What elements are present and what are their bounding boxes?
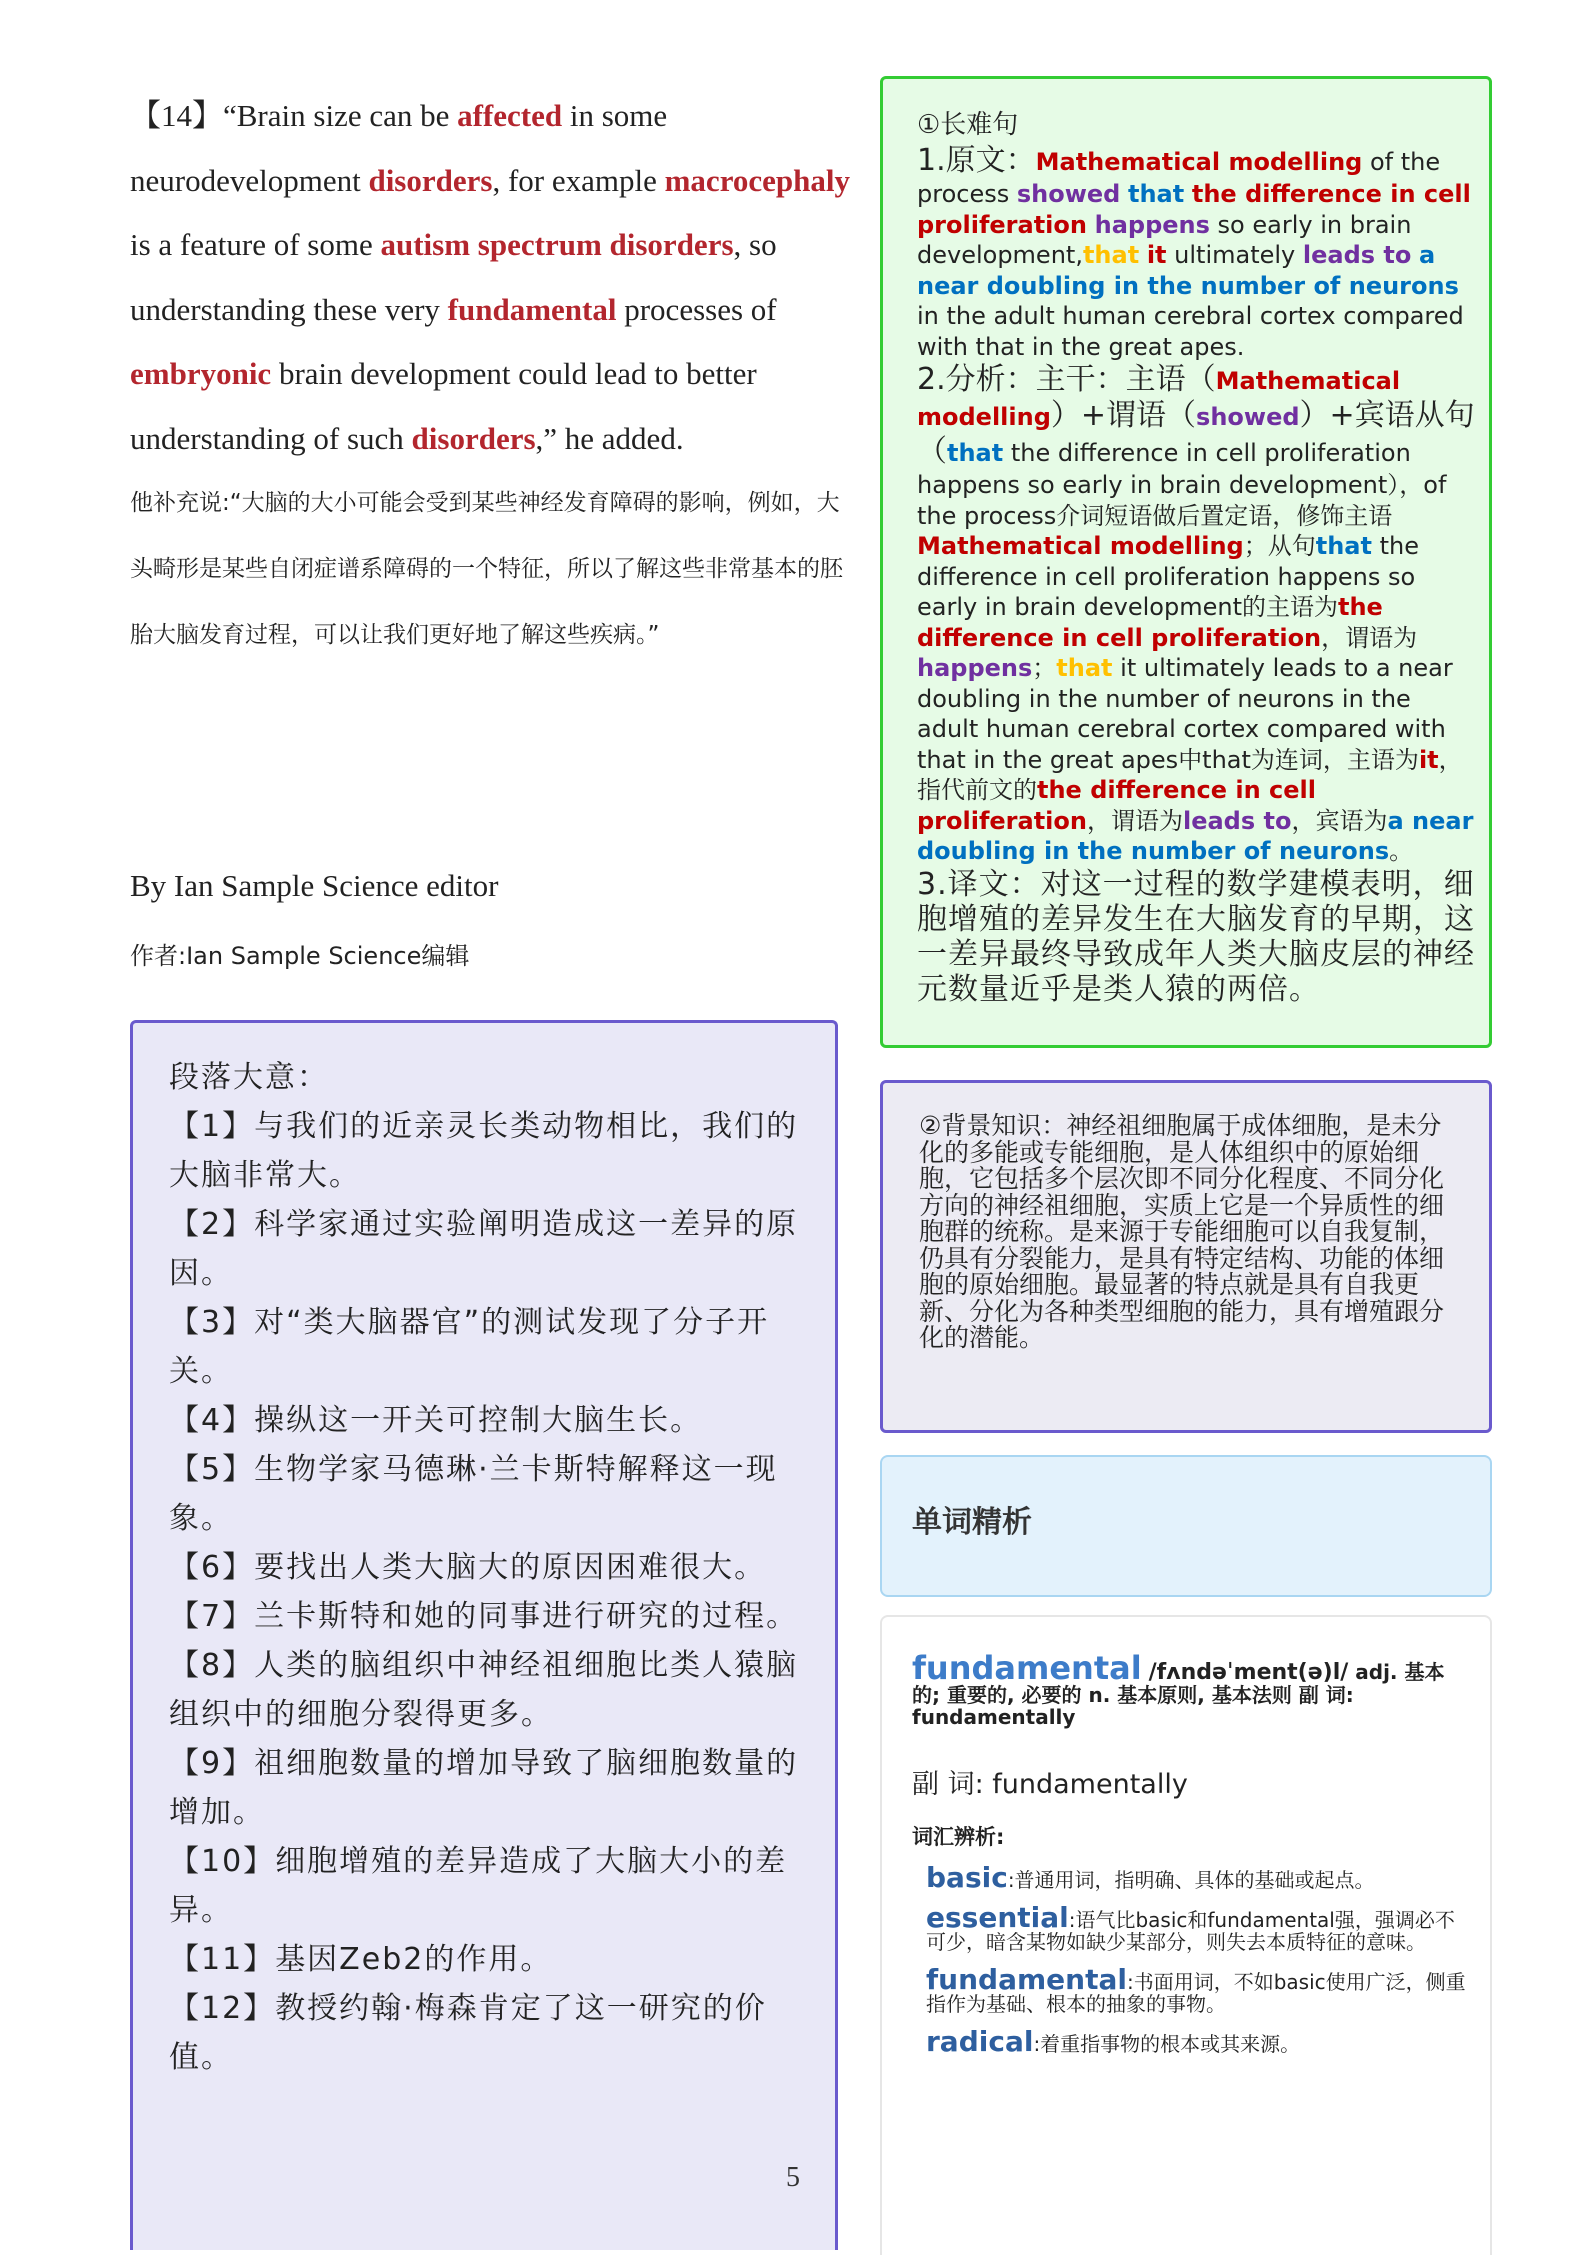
summary-item	[169, 1592, 809, 1641]
background-knowledge-box	[880, 1080, 1492, 1433]
analysis-segment: it	[1418, 745, 1439, 774]
summary-item-number: 【3】	[169, 1305, 255, 1340]
analysis-segment: the difference in cell proliferation	[917, 776, 1316, 835]
summary-item-number: 【11】	[169, 1942, 276, 1977]
para14-segment: macrocephaly	[664, 162, 851, 198]
long-sentence-box	[880, 76, 1492, 1048]
analysis-segment: the difference in cell proliferation	[917, 593, 1383, 652]
analysis-segment: that	[947, 439, 1004, 467]
original-segment: the difference in cell proliferation	[917, 180, 1471, 239]
original-segment: a near doubling in the number of neurons	[917, 241, 1459, 300]
original-segment: happens	[1094, 210, 1210, 239]
analysis-segment: Mathematical modelling	[917, 532, 1244, 560]
analysis-segment: ；从句	[1243, 532, 1316, 560]
summary-item-text: 操纵这一开关可控制大脑生长。	[254, 1403, 703, 1438]
summary-item-text: 科学家通过实验阐明造成这一差异的原因。	[169, 1207, 799, 1291]
original-segment: 1.原文：	[917, 143, 1036, 178]
vocab-content	[912, 1649, 1472, 2058]
synonym-description: :语气比basic和fundamental强，强调必不可少，暗含某物如缺少某部分，则失去本质特征的意味。	[926, 1908, 1455, 1954]
summary-item-number: 【7】	[169, 1599, 255, 1634]
synonym-description: :普通用词，指明确、具体的基础或起点。	[1007, 1868, 1375, 1892]
analysis-segment: ）+谓语（	[1050, 398, 1197, 433]
summary-item	[169, 1200, 809, 1298]
summary-item-text: 对“类大脑器官”的测试发现了分子开关。	[169, 1305, 770, 1389]
vocab-headword: fundamental	[912, 1649, 1142, 1687]
original-segment: in the adult human cerebral cortex compared with that in the great apes.	[917, 302, 1464, 361]
synonym-row	[926, 1861, 1472, 1894]
synonym-word: radical	[926, 2025, 1034, 2058]
summary-box	[130, 1020, 838, 2250]
summary-list	[169, 1102, 809, 2082]
original-segment	[1120, 180, 1128, 208]
summary-item-text: 人类的脑组织中神经祖细胞比类人猿脑组织中的细胞分裂得更多。	[169, 1648, 799, 1732]
background-knowledge-text: ②背景知识：神经祖细胞属于成体细胞，是未分化的多能或专能细胞，是人体组织中的原始细胞，它包括多个层次即不同分化程度、不同分化方向的神经祖细胞，实质上它是一个异质性的细胞群的统称。是来源于专能细胞可以自我复制，仍具有分裂能力，是具有特定结构、功能的体细胞的原始细胞。最显著的特点就是具有自我更新、分化为各种类型细胞的能力，具有增殖跟分化的潜能。	[919, 1111, 1445, 1352]
para14-segment: , for example	[492, 162, 665, 198]
summary-item-number: 【8】	[169, 1648, 255, 1683]
para14-segment: disorders	[411, 420, 536, 456]
analysis-segment: ，谓语为	[1321, 623, 1418, 652]
original-segment: that	[1082, 241, 1140, 269]
analysis-segment: a near doubling in the number of neurons	[917, 806, 1474, 865]
original-segment	[1184, 180, 1192, 208]
analysis-segment: leads to	[1182, 806, 1292, 835]
long-sentence-content	[917, 107, 1477, 1007]
page-number: 5	[786, 2162, 800, 2193]
summary-item	[169, 1102, 809, 1200]
summary-item-text: 兰卡斯特和她的同事进行研究的过程。	[254, 1599, 799, 1634]
para14-segment: is a feature of some	[130, 227, 381, 262]
synonym-row	[926, 2025, 1472, 2058]
analysis-segment: ，指代前文的	[917, 745, 1463, 804]
long-sentence-heading: ①长难句	[917, 110, 1019, 140]
analysis-segment: that	[1315, 532, 1372, 560]
summary-item-number: 【12】	[169, 1991, 276, 2026]
analysis-segment: ，谓语为	[1086, 806, 1183, 835]
vocab-card	[880, 1615, 1492, 2255]
vocab-adverb: 副 词: fundamentally	[912, 1769, 1188, 1800]
original-segment	[1139, 241, 1147, 269]
summary-item	[169, 1396, 809, 1445]
summary-item-number: 【4】	[169, 1403, 255, 1438]
para14-segment: brain development could lead to better understanding of such	[130, 356, 757, 456]
synonym-word: essential	[926, 1901, 1069, 1934]
original-segment: so early in brain development,	[917, 210, 1412, 269]
para14-segment: 【14】“Brain size can be	[130, 98, 458, 133]
original-segment: ultimately	[1166, 241, 1303, 269]
original-segment: showed	[1016, 180, 1121, 208]
para14-segment: , so understanding these very	[130, 227, 777, 327]
original-segment	[1411, 241, 1419, 269]
synonym-word: basic	[926, 1861, 1008, 1894]
summary-content	[169, 1053, 809, 2082]
synonyms-list	[912, 1861, 1472, 2058]
synonym-description: :书面用词，不如basic使用广泛，侧重指作为基础、根本的抽象的事物。	[926, 1970, 1466, 2016]
summary-item	[169, 1984, 809, 2082]
summary-item-text: 基因Zeb2的作用。	[275, 1942, 553, 1977]
original-segment: it	[1146, 241, 1167, 269]
analysis-segment: ；	[1032, 654, 1057, 682]
summary-item	[169, 1641, 809, 1739]
summary-item-text: 生物学家马德琳·兰卡斯特解释这一现象。	[169, 1452, 778, 1536]
para14-segment: ,” he added.	[535, 420, 684, 456]
original-segment: that	[1128, 180, 1185, 208]
analysis-segment: it ultimately leads to a near doubling in the number of neurons in the adult human cerebral cortex compared with that in the great apes中that为连词，主语为	[917, 654, 1453, 774]
synonym-row	[926, 1963, 1472, 2016]
analysis-segment: that	[1056, 654, 1113, 682]
synonym-row	[926, 1901, 1472, 1954]
original-segment: Mathematical modelling	[1035, 148, 1363, 176]
analysis-segment: the difference in cell proliferation happens so early in brain development），of the process介词短语做后置定语，修饰主语	[917, 439, 1447, 530]
summary-item	[169, 1298, 809, 1396]
original-segment: of the process	[917, 148, 1441, 208]
original-segment	[1087, 211, 1095, 239]
para14-segment: autism spectrum disorders	[380, 227, 734, 262]
summary-title: 段落大意：	[169, 1060, 329, 1095]
analysis-segment: Mathematical modelling	[917, 367, 1401, 431]
vocab-definition: adj. 基本的; 重要的, 必要的 n. 基本原则, 基本法则 副 词: fundamentally	[912, 1660, 1445, 1729]
summary-item-number: 【2】	[169, 1207, 255, 1242]
summary-item-number: 【5】	[169, 1452, 255, 1487]
synonym-description: :着重指事物的根本或其来源。	[1033, 2032, 1301, 2056]
summary-item-number: 【1】	[169, 1109, 255, 1144]
summary-item	[169, 1935, 809, 1984]
vocab-phonetic: /fʌndəˈment(ə)l/	[1148, 1660, 1349, 1685]
analysis-segment: ，宾语为	[1291, 806, 1388, 835]
para14-segment: affected	[457, 98, 563, 133]
synonyms-title: 词汇辨析:	[912, 1825, 1005, 1849]
analysis-segment: 2.分析：主干：主语（	[917, 362, 1216, 397]
para14-segment: disorders	[368, 162, 493, 198]
summary-item-number: 【9】	[169, 1746, 255, 1781]
para14-segment: fundamental	[447, 291, 617, 327]
summary-item-text: 教授约翰·梅森肯定了这一研究的价值。	[169, 1991, 767, 2075]
analysis-segment: 。	[1389, 837, 1414, 865]
summary-item-text: 与我们的近亲灵长类动物相比，我们的大脑非常大。	[169, 1109, 799, 1193]
analysis-segment: the difference in cell proliferation happens so early in brain development的主语为	[917, 532, 1419, 621]
sentence-analysis	[917, 362, 1477, 867]
summary-item-number: 【6】	[169, 1550, 255, 1585]
para14-segment: processes of	[616, 291, 777, 327]
paragraph-14-chinese: 他补充说:“大脑的大小可能会受到某些神经发育障碍的影响，例如，大头畸形是某些自闭症谱系障碍的一个特征，所以了解这些非常基本的胚胎大脑发育过程，可以让我们更好地了解这些疾病。”	[130, 490, 843, 648]
summary-item	[169, 1445, 809, 1543]
vocab-header-box	[880, 1455, 1492, 1597]
para14-segment: in some neurodevelopment	[130, 98, 668, 198]
summary-item	[169, 1837, 809, 1935]
analysis-segment: ）+宾语从句（	[917, 398, 1475, 469]
analysis-segment: showed	[1196, 403, 1300, 431]
analysis-segment: happens	[917, 654, 1033, 682]
paragraph-14-english	[130, 84, 850, 471]
vocab-header-title: 单词精析	[912, 1505, 1032, 1540]
para14-segment: embryonic	[130, 356, 272, 391]
summary-item	[169, 1739, 809, 1837]
summary-item	[169, 1543, 809, 1592]
byline-english: By Ian Sample Science editor	[130, 868, 499, 903]
summary-item-text: 要找出人类大脑大的原因困难很大。	[254, 1550, 767, 1585]
original-segment: leads to	[1302, 241, 1412, 269]
synonym-word: fundamental	[926, 1963, 1127, 1996]
summary-item-text: 祖细胞数量的增加导致了脑细胞数量的增加。	[169, 1746, 799, 1830]
sentence-translation: 3.译文：对这一过程的数学建模表明，细胞增殖的差异发生在大脑发育的早期，这一差异最终导致成年人类大脑皮层的神经元数量近乎是类人猿的两倍。	[917, 866, 1475, 1007]
byline-chinese: 作者:Ian Sample Science编辑	[130, 942, 470, 970]
sentence-original	[917, 143, 1477, 362]
summary-item-number: 【10】	[169, 1844, 276, 1879]
summary-item-text: 细胞增殖的差异造成了大脑大小的差异。	[169, 1844, 788, 1928]
